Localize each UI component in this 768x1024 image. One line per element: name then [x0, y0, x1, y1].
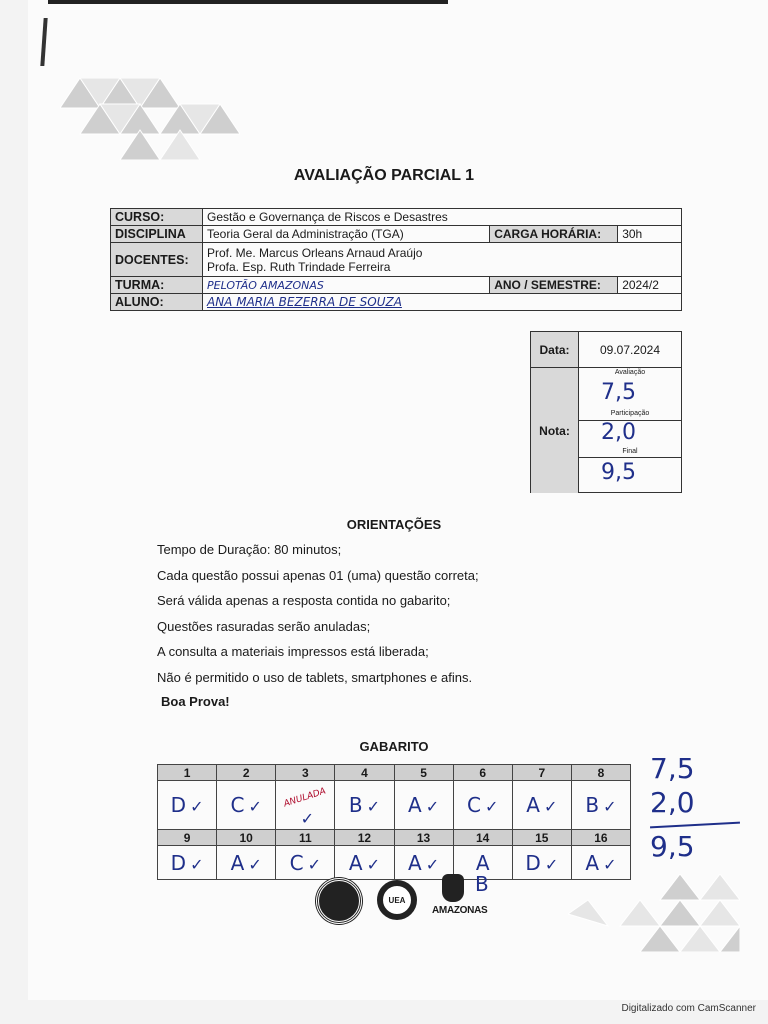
check-icon: ✓ [484, 797, 499, 816]
answer-value: D [525, 850, 541, 875]
aluno-value: ANA MARIA BEZERRA DE SOUZA [203, 294, 682, 311]
question-number: 5 [394, 765, 453, 781]
handwritten-mark: B [475, 872, 489, 896]
turma-value: PELOTÃO AMAZONAS [203, 277, 490, 294]
answer-value: D [170, 793, 187, 817]
answer-cell [158, 781, 217, 830]
orientacao-item: Não é permitido o uso de tablets, smartphones e afins. [157, 669, 473, 685]
turma-label: TURMA: [111, 277, 203, 294]
answer-cell [276, 781, 335, 830]
final-label: Final [622, 448, 638, 455]
question-number: 3 [276, 765, 335, 781]
ano-label: ANO / SEMESTRE: [490, 277, 618, 294]
orientacao-item: Questões rasuradas serão anuladas; [157, 618, 371, 634]
check-icon: ✓ [603, 854, 617, 874]
check-icon: ✓ [425, 797, 440, 816]
answer-value: A [526, 793, 540, 817]
question-number: 1 [158, 765, 217, 781]
answer-cell [571, 781, 630, 830]
check-icon: ✓ [366, 797, 380, 816]
triangle-pattern-bottom [568, 874, 740, 952]
check-icon: ✓ [190, 797, 204, 816]
question-number: 11 [276, 830, 335, 846]
check-icon: ✓ [603, 797, 617, 816]
docente-1: Prof. Me. Marcus Orleans Arnaud Araújo [207, 245, 423, 260]
check-icon: ✓ [248, 854, 262, 874]
question-number: 13 [394, 830, 453, 846]
gabarito-grid [157, 764, 631, 880]
gabarito-title: GABARITO [359, 739, 429, 754]
check-icon: ✓ [366, 854, 380, 874]
final-value: 9,5 [601, 460, 636, 485]
annulled-stamp: ANULADA [282, 786, 328, 810]
scan-edge-mark [48, 0, 448, 4]
orientacao-item: A consulta a materiais impressos está liberada; [157, 644, 429, 659]
question-number: 15 [512, 830, 571, 846]
question-number: 4 [335, 765, 394, 781]
participacao-value: 2,0 [601, 420, 636, 445]
answer-cell [512, 846, 571, 880]
data-value: 09.07.2024 [579, 332, 681, 368]
logo-amazonas-emblem [442, 874, 464, 902]
orientacoes-list [157, 542, 479, 695]
triangle-pattern-top [60, 78, 240, 160]
logo-seal [316, 878, 362, 924]
check-icon: ✓ [190, 854, 204, 874]
orientacao-item: Será válida apenas a resposta contida no gabarito; [157, 593, 451, 608]
answer-value: C [289, 850, 304, 875]
divider [579, 457, 681, 458]
side-calc-line2: 2,0 [650, 786, 695, 819]
boa-prova: Boa Prova! [161, 694, 230, 709]
answer-cell [217, 781, 276, 830]
answer-cell [276, 846, 335, 880]
participacao-label: Participação [610, 410, 650, 417]
grade-box [530, 331, 682, 493]
docentes-value [203, 243, 682, 277]
ano-value: 2024/2 [618, 277, 682, 294]
carga-value: 30h [618, 226, 682, 243]
question-number: 14 [453, 830, 512, 846]
question-number: 6 [453, 765, 512, 781]
answer-cell [335, 846, 394, 880]
check-icon: ✓ [544, 854, 559, 874]
question-number: 9 [158, 830, 217, 846]
check-icon: ✓ [543, 797, 558, 816]
question-number: 16 [571, 830, 630, 846]
answer-cell [394, 781, 453, 830]
footer-watermark: Digitalizado com CamScanner [621, 1003, 756, 1014]
check-icon: ✓ [425, 854, 440, 874]
check-icon: ✓ [248, 797, 262, 816]
answer-value: A [230, 850, 245, 875]
carga-label: CARGA HORÁRIA: [490, 226, 618, 243]
data-label: Data: [531, 332, 579, 368]
aluno-label: ALUNO: [111, 294, 203, 311]
orientacoes-title: ORIENTAÇÕES [346, 517, 442, 532]
docentes-label: DOCENTES: [111, 243, 203, 277]
check-icon: ✓ [300, 809, 315, 828]
answer-value: A [585, 850, 600, 875]
avaliacao-value: 7,5 [601, 380, 636, 405]
curso-label: CURSO: [111, 209, 203, 226]
answer-value: C [467, 793, 481, 817]
docente-2: Profa. Esp. Ruth Trindade Ferreira [207, 259, 391, 274]
answer-cell [217, 846, 276, 880]
side-calc-total: 9,5 [650, 830, 695, 863]
answer-cell [512, 781, 571, 830]
answer-value: A [408, 793, 422, 817]
question-number: 10 [217, 830, 276, 846]
disciplina-value: Teoria Geral da Administração (TGA) [203, 226, 490, 243]
answer-value: A [348, 850, 363, 875]
check-icon: ✓ [307, 854, 321, 874]
header-info-table [110, 208, 682, 311]
avaliacao-label: Avaliação [614, 369, 646, 376]
answer-value: D [170, 850, 187, 875]
logo-uea: UEA [377, 880, 417, 920]
orientacao-item: Tempo de Duração: 80 minutos; [157, 542, 342, 557]
answer-value: A [475, 850, 490, 875]
answer-cell [335, 781, 394, 830]
answer-value: A [408, 850, 422, 875]
question-number: 7 [512, 765, 571, 781]
question-number: 2 [217, 765, 276, 781]
orientacao-item: Cada questão possui apenas 01 (uma) questão correta; [157, 567, 479, 583]
curso-value: Gestão e Governança de Riscos e Desastres [203, 209, 682, 226]
side-calc-line1: 7,5 [650, 752, 695, 785]
nota-label: Nota: [531, 368, 579, 493]
answer-value: C [230, 793, 245, 817]
disciplina-label: DISCIPLINA [111, 226, 203, 243]
question-number: 12 [335, 830, 394, 846]
answer-cell [158, 846, 217, 880]
logo-amazonas-text: AMAZONAS [432, 905, 488, 916]
page-title: AVALIAÇÃO PARCIAL 1 [293, 167, 475, 184]
answer-cell [453, 781, 512, 830]
question-number: 8 [571, 765, 630, 781]
answer-value: B [348, 793, 363, 817]
answer-value: B [585, 793, 600, 817]
